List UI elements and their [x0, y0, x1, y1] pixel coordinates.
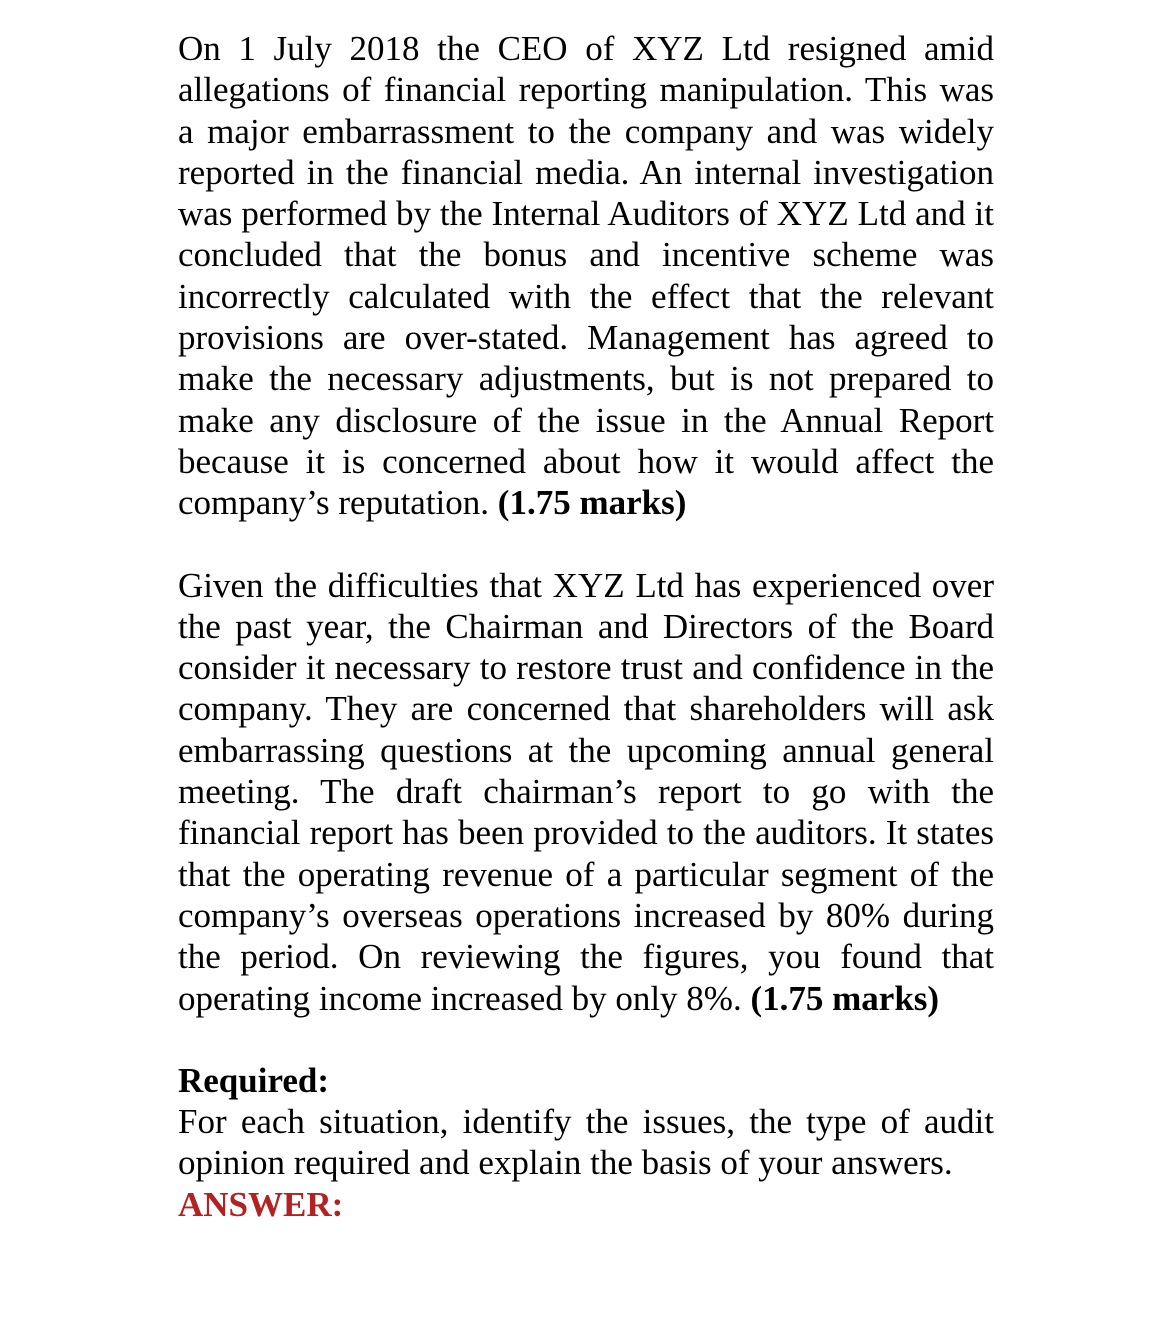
scenario-2-text: Given the difficulties that XYZ Ltd has experienced over the past year, the Chairman and Directors of the Board consider it necessary to restore trust and confidence in the company. They are concerned that shareholders will ask embarrassing questions at the upcoming annual general meeting. The draft chairman’s report to go with the financial report has been provided to the auditors. It states that the operating revenue of a particular segment of the company’s overseas operations increased by 80% during the period. On reviewing the figures, you found that operating income increased by only 8%. [178, 565, 994, 1018]
answer-label: ANSWER: [178, 1184, 344, 1224]
scenario-1-text: On 1 July 2018 the CEO of XYZ Ltd resigned amid allegations of financial reporting manipulation. This was a major embarrassment to the company and was widely reported in the financial media. An internal investigation was performed by the Internal Auditors of XYZ Ltd and it concluded that the bonus and incentive scheme was incorrectly calculated with the effect that the relevant provisions are over-stated. Management has agreed to make the necessary adjustments, but is not prepared to make any disclosure of the issue in the Annual Report because it is concerned about how it would affect the company’s reputation. [178, 29, 994, 523]
scenario-paragraph-2 [178, 565, 994, 1019]
required-instructions: For each situation, identify the issues, the type of audit opinion required and explain the basis of your answers. [178, 1102, 994, 1183]
required-heading: Required: [178, 1060, 330, 1100]
scenario-2-marks: (1.75 marks) [750, 978, 940, 1018]
scenario-1-marks: (1.75 marks) [497, 483, 687, 523]
document-page [178, 28, 994, 1225]
paragraph-spacer [178, 1019, 994, 1060]
scenario-paragraph-1 [178, 28, 994, 524]
paragraph-spacer [178, 524, 994, 565]
